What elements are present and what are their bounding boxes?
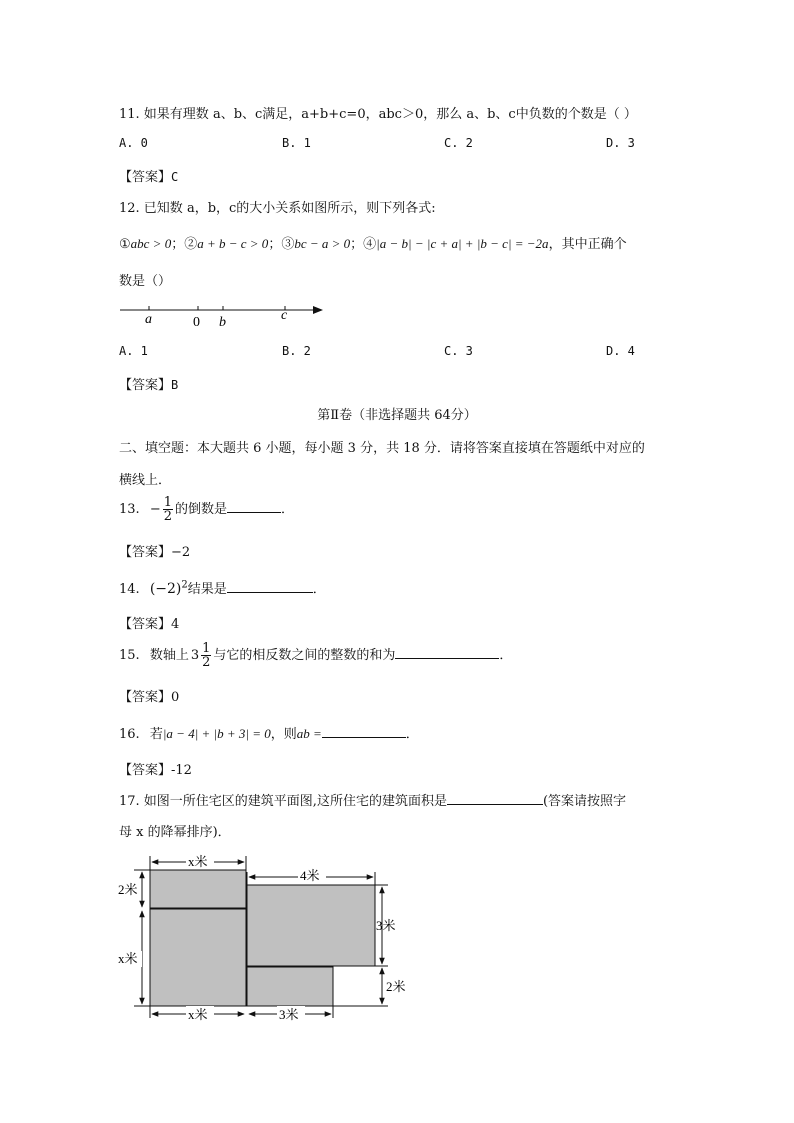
- q13-fraction: [163, 496, 173, 523]
- room-right-large: [247, 885, 375, 966]
- q12-tail: ，其中正确个: [548, 237, 627, 252]
- q15-whole: 3: [190, 648, 200, 663]
- number-line-figure: [118, 298, 328, 330]
- q15-answer: [119, 686, 179, 705]
- answer-label: 【答案】: [119, 378, 172, 393]
- label-left-x: x米: [118, 951, 138, 966]
- q14-text: 结果是: [187, 582, 227, 597]
- q11-option-a: A. 0: [119, 136, 148, 150]
- section-title: 第Ⅱ卷（非选择题共 64分）: [317, 408, 477, 423]
- q15-end: ．: [499, 648, 513, 663]
- label-a: a: [145, 312, 152, 327]
- q17-text: 17. 如图一所住宅区的建筑平面图,这所住宅的建筑面积是: [119, 794, 447, 809]
- label-bottom-x: x米: [188, 1007, 208, 1022]
- q14-answer: [119, 613, 179, 632]
- q11-answer: [119, 166, 178, 185]
- q12-formula-2: a + b − c > 0: [197, 236, 269, 251]
- answer-value: 4: [171, 617, 180, 632]
- q12-marker-2: ；②: [171, 237, 198, 252]
- q13-question: [119, 496, 294, 523]
- room-right-small: [247, 967, 333, 1006]
- q13-neg-sign: −: [149, 502, 161, 517]
- fraction-denominator: 2: [202, 655, 211, 670]
- answer-value: B: [171, 378, 179, 392]
- room-bottom-left: [150, 909, 246, 1006]
- q12-formula-4: |a − b| − |c + a| + |b − c| = −2a: [376, 236, 549, 251]
- label-top-x: x米: [188, 854, 208, 869]
- fraction-denominator: 2: [163, 509, 173, 524]
- room-top-left: [150, 870, 246, 908]
- q13-end: ．: [281, 502, 295, 517]
- section-intro-line1: 二、填空题：本大题共 6 小题，每小题 3 分，共 18 分．请将答案直接填在答题纸中对应的: [119, 441, 645, 456]
- answer-label: 【答案】: [119, 763, 172, 778]
- q13-answer: [119, 541, 190, 560]
- answer-label: 【答案】: [119, 617, 172, 632]
- q14-question: [119, 578, 326, 597]
- answer-value: C: [171, 170, 179, 184]
- q12-line2: 数是（）: [119, 274, 172, 289]
- q12-answer: [119, 374, 178, 393]
- label-bottom-3: 3米: [279, 1007, 299, 1022]
- q12-stem: 12. 已知数 a，b，c的大小关系如图所示，则下列各式:: [119, 201, 436, 216]
- q13-number: 13.: [119, 502, 140, 517]
- q15-answer-blank[interactable]: [395, 646, 499, 659]
- q15-question: [119, 642, 512, 669]
- q12-marker-3: ；③: [268, 237, 295, 252]
- q12-formula-1: abc > 0: [130, 236, 172, 251]
- q14-answer-blank[interactable]: [227, 580, 313, 593]
- q16-number: 16.: [119, 727, 140, 742]
- q17-line2: 母 x 的降幂排序)．: [119, 825, 231, 840]
- label-b: b: [219, 315, 226, 330]
- answer-label: 【答案】: [119, 545, 172, 560]
- q12-option-a: A. 1: [119, 344, 148, 358]
- q17-answer-blank[interactable]: [447, 792, 543, 805]
- floor-plan-figure: [112, 848, 412, 1028]
- label-top-4: 4米: [300, 868, 320, 883]
- section-intro-line2: 横线上．: [119, 473, 172, 488]
- q14-expression: (−2): [149, 581, 182, 597]
- q15-text1: 数轴上: [149, 648, 189, 663]
- answer-value: −2: [171, 545, 191, 560]
- answer-value: -12: [171, 763, 192, 778]
- label-right-3: 3米: [376, 918, 396, 933]
- q15-number: 15.: [119, 648, 140, 663]
- answer-value: 0: [171, 690, 180, 705]
- label-left-2: 2米: [118, 882, 138, 897]
- q15-fraction: [201, 642, 211, 669]
- q11-option-b: B. 1: [282, 136, 311, 150]
- q13-answer-blank[interactable]: [227, 500, 281, 513]
- q16-text2: ，则: [270, 727, 297, 742]
- q12-marker-1: ①: [119, 237, 131, 252]
- q11-option-d: D. 3: [606, 136, 635, 150]
- q16-text1: 若: [149, 727, 163, 742]
- q12-option-c: C. 3: [444, 344, 473, 358]
- answer-label: 【答案】: [119, 690, 172, 705]
- q14-end: ．: [312, 582, 326, 597]
- axis-arrow: [313, 306, 323, 314]
- q13-text: 的倒数是: [175, 502, 228, 517]
- q16-end: ．: [405, 727, 419, 742]
- q12-option-d: D. 4: [606, 344, 635, 358]
- q16-answer: [119, 759, 192, 778]
- q17-tail: (答案请按照字: [542, 794, 627, 809]
- q11-option-c: C. 2: [444, 136, 473, 150]
- fraction-numerator: 1: [163, 495, 173, 510]
- q12-option-b: B. 2: [282, 344, 311, 358]
- q11-stem: 11. 如果有理数 a、b、c满足，a+b+c=0，abc＞0，那么 a、b、c中负数的个数是（ ）: [119, 107, 637, 122]
- q12-formula-3: bc − a > 0: [294, 236, 351, 251]
- answer-label: 【答案】: [119, 170, 172, 185]
- label-0: 0: [193, 315, 200, 330]
- fraction-numerator: 1: [202, 641, 211, 656]
- q12-marker-4: ；④: [350, 237, 377, 252]
- q17-line1: [119, 790, 626, 809]
- q16-answer-blank[interactable]: [322, 725, 406, 738]
- q16-question: [119, 723, 419, 742]
- q14-exponent: 2: [181, 579, 188, 591]
- q16-equation: |a − 4| + |b + 3| = 0: [162, 726, 271, 741]
- q12-formulas: [119, 233, 627, 252]
- label-right-2: 2米: [386, 979, 406, 994]
- q16-product: ab =: [296, 726, 322, 741]
- q15-text2: 与它的相反数之间的整数的和为: [213, 648, 396, 663]
- label-c: c: [281, 308, 288, 323]
- q14-number: 14.: [119, 582, 140, 597]
